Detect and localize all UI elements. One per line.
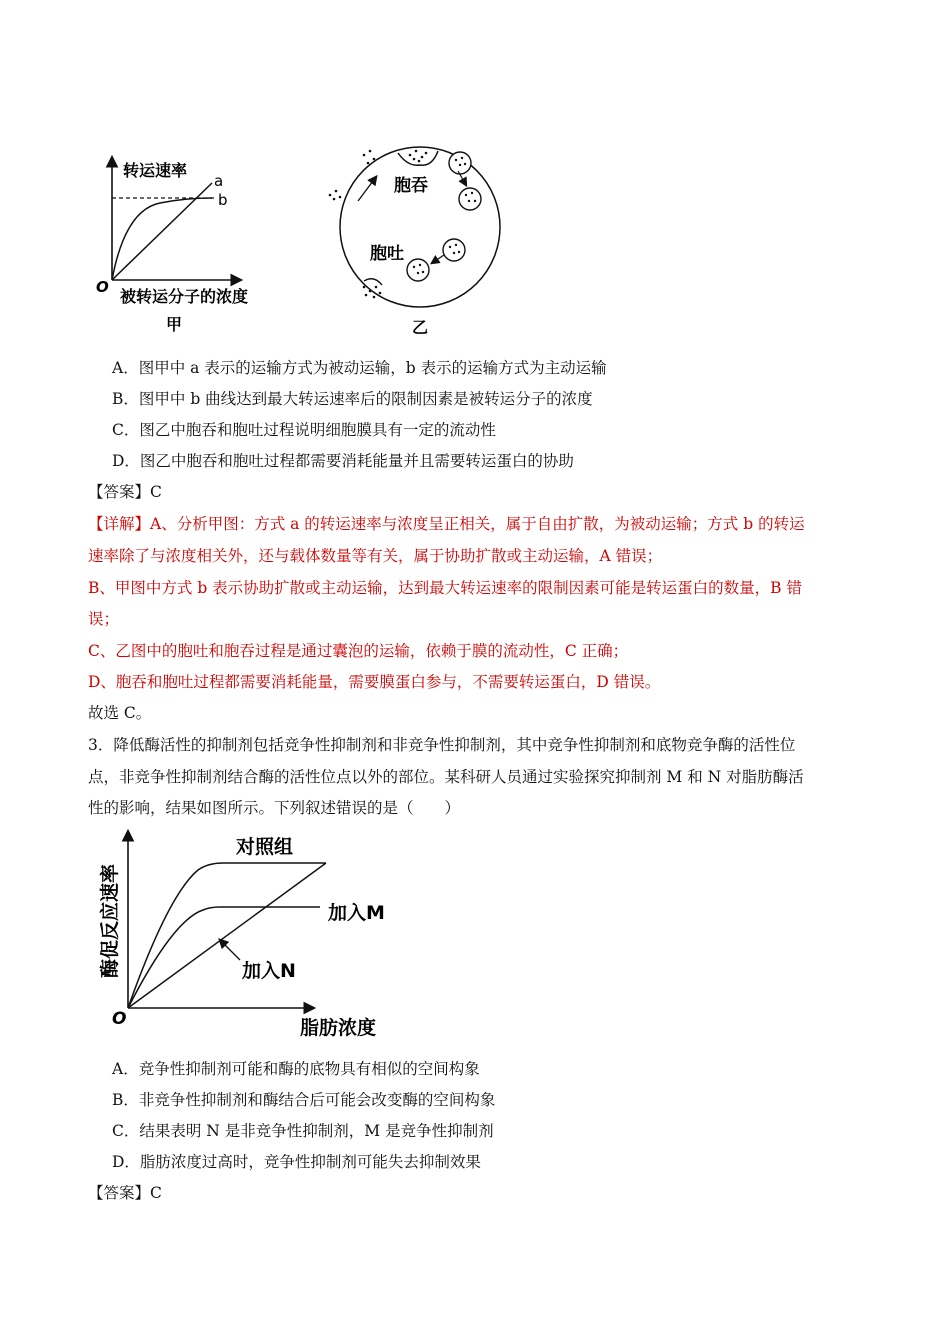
q2-detail-line-6: D、胞吞和胞吐过程都需要消耗能量，需要膜蛋白参与，不需要转运蛋白，D 错误。 xyxy=(88,673,661,691)
figure-q3 xyxy=(88,820,408,1045)
q2-detail-line-2: 速率除了与浓度相关外，还与载体数量等有关，属于协助扩散或主动运输，A 错误； xyxy=(88,547,663,565)
figure-jia xyxy=(90,150,290,340)
q3-option-c: C．结果表明 N 是非竞争性抑制剂，M 是竞争性抑制剂 xyxy=(112,1122,494,1140)
jia-curve-a-label: a xyxy=(214,172,224,190)
q2-option-d: D．图乙中胞吞和胞吐过程都需要消耗能量并且需要转运蛋白的协助 xyxy=(112,452,574,470)
q3-ylabel: 酶促反应速率 xyxy=(99,863,121,978)
jia-xlabel: 被转运分子的浓度 xyxy=(120,287,249,306)
yi-label-exocytosis: 胞吐 xyxy=(370,244,404,264)
q3-stem-line-1: 3．降低酶活性的抑制剂包括竞争性抑制剂和非竞争性抑制剂，其中竞争性抑制剂和底物竞争酶的活性位 xyxy=(88,736,796,754)
exocytic-vesicle-2 xyxy=(407,259,429,281)
membrane-pit xyxy=(398,151,438,165)
q2-conclusion: 故选 C。 xyxy=(88,704,152,722)
yi-label-endocytosis: 胞吞 xyxy=(394,176,428,196)
released-particles xyxy=(363,286,382,299)
q2-detail-line-5: C、乙图中的胞吐和胞吞过程是通过囊泡的运输，依赖于膜的流动性，C 正确； xyxy=(88,642,629,660)
q3-option-d: D．脂肪浓度过高时，竞争性抑制剂可能失去抑制效果 xyxy=(112,1153,481,1171)
q3-label-control: 对照组 xyxy=(236,836,294,858)
q2-detail-line-1: 【详解】A、分析甲图：方式 a 的转运速率与浓度呈正相关，属于自由扩散，为被动运输；方式 b 的转运 xyxy=(88,515,805,533)
q2-option-b: B．图甲中 b 曲线达到最大转运速率后的限制因素是被转运分子的浓度 xyxy=(112,390,593,408)
exocytic-vesicle-1 xyxy=(443,239,465,261)
q3-option-b: B．非竞争性抑制剂和酶结合后可能会改变酶的空间构象 xyxy=(112,1091,496,1109)
q3-n-arrow xyxy=(220,940,240,960)
yi-caption: 乙 xyxy=(412,318,429,337)
q3-stem-line-3: 性的影响，结果如图所示。下列叙述错误的是（ ） xyxy=(88,799,461,817)
q3-label-n: 加入N xyxy=(242,960,296,982)
endocytic-vesicle xyxy=(459,188,481,210)
q3-xlabel: 脂肪浓度 xyxy=(300,1017,377,1039)
q2-option-a: A．图甲中 a 表示的运输方式为被动运输，b 表示的运输方式为主动运输 xyxy=(112,359,607,377)
q3-origin: O xyxy=(112,1009,127,1029)
q2-detail-line-4: 误； xyxy=(88,610,120,628)
jia-curve-b-label: b xyxy=(218,191,228,209)
cell-membrane xyxy=(340,147,500,307)
q3-stem-line-2: 点，非竞争性抑制剂结合酶的活性位点以外的部位。某科研人员通过实验探究抑制剂 M 和 N 对脂肪酶活 xyxy=(88,768,804,786)
q2-answer: 【答案】C xyxy=(88,483,162,501)
jia-caption: 甲 xyxy=(166,315,183,334)
forming-vesicle xyxy=(449,152,471,174)
q3-curve-m xyxy=(128,907,320,1008)
q3-label-m: 加入M xyxy=(328,902,385,924)
extracellular-particles xyxy=(329,150,376,201)
q2-option-c: C．图乙中胞吞和胞吐过程说明细胞膜具有一定的流动性 xyxy=(112,421,496,439)
q3-answer: 【答案】C xyxy=(88,1184,162,1202)
membrane-opening xyxy=(364,279,382,285)
q3-curve-n xyxy=(128,863,326,1008)
jia-curve-b xyxy=(112,198,212,280)
q2-detail-line-3: B、甲图中方式 b 表示协助扩散或主动运输，达到最大转运速率的限制因素可能是转运蛋白的数量，B 错 xyxy=(88,579,802,597)
jia-origin: O xyxy=(96,278,109,296)
q3-option-a: A．竞争性抑制剂可能和酶的底物具有相似的空间构象 xyxy=(112,1060,480,1078)
jia-ylabel: 转运速率 xyxy=(123,161,188,180)
figure-yi xyxy=(320,135,520,345)
